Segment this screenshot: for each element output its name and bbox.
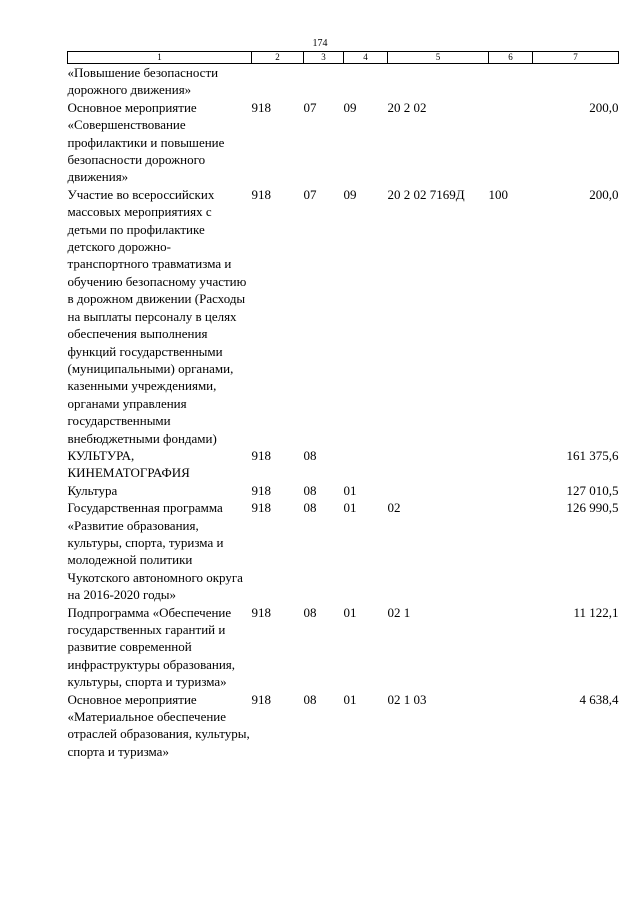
- row-name: Основное мероприятие «Материальное обеспечение отраслей образования, культуры, спорта и туризма»: [67, 691, 250, 759]
- row-target: 02 1: [387, 604, 411, 620]
- row-name: Подпрограмма «Обеспечение государственных гарантий и развитие современной инфраструктуры образования, культуры, спорта и туризма»: [67, 604, 236, 690]
- row-ministry: 918: [251, 691, 271, 707]
- row-ministry: 918: [251, 99, 271, 115]
- header-cell-ministry: 2: [252, 52, 304, 64]
- row-target: 02 1 03: [387, 691, 427, 707]
- row-subsection: [344, 447, 388, 482]
- row-expense-type: [489, 499, 533, 603]
- row-subsection: 01: [343, 500, 357, 516]
- table-row: [68, 186, 619, 447]
- header-cell-section: 3: [304, 52, 344, 64]
- row-expense-type: [489, 447, 533, 482]
- row-subsection: 09: [343, 186, 357, 202]
- row-amount: 161 375,6: [566, 447, 619, 463]
- row-expense-type: [489, 691, 533, 761]
- row-subsection: [344, 64, 388, 99]
- row-subsection: 01: [343, 482, 357, 498]
- row-name: Государственная программа «Развитие образования, культуры, спорта, туризма и молодежной политики Чукотского автономного округа на 2016-2020 годы»: [67, 500, 243, 603]
- row-amount: 200,0: [589, 99, 619, 115]
- header-cell-expense-type: 6: [489, 52, 533, 64]
- row-ministry: [252, 64, 304, 99]
- row-target: 02: [387, 500, 401, 516]
- row-amount: 200,0: [589, 186, 619, 202]
- row-target: [388, 64, 489, 99]
- row-name: Основное мероприятие «Совершенствование профилактики и повышение безопасности дорожного движения»: [67, 99, 225, 185]
- table-row: [68, 482, 619, 499]
- row-amount: 4 638,4: [579, 691, 619, 707]
- row-amount: [533, 64, 619, 99]
- table-row: [68, 99, 619, 186]
- table-row: [68, 64, 619, 99]
- row-section: [304, 64, 344, 99]
- row-section: 08: [303, 447, 317, 463]
- budget-table: [67, 51, 619, 760]
- row-section: 08: [303, 500, 317, 516]
- row-expense-type: [489, 604, 533, 691]
- row-ministry: 918: [251, 500, 271, 516]
- header-cell-name: 1: [68, 52, 252, 64]
- row-section: 08: [303, 482, 317, 498]
- row-subsection: 01: [343, 604, 357, 620]
- table-row: [68, 691, 619, 761]
- row-ministry: 918: [251, 482, 271, 498]
- row-section: 08: [303, 691, 317, 707]
- row-target: 20 2 02 7169Д: [387, 186, 465, 202]
- table-row: [68, 447, 619, 482]
- row-expense-type: [489, 99, 533, 186]
- row-subsection: 01: [343, 691, 357, 707]
- row-subsection: 09: [343, 99, 357, 115]
- row-name: Участие во всероссийских массовых мероприятиях с детьми по профилактике детского дорожно-транспортного травматизма и обучению безопасному участию в дорожном движении (Расходы на выплаты персоналу в целях обеспечения выполнения функций государственными (муниципальными) органами, казенными учреждениями, органами управления государственными внебюджетными фондами): [67, 186, 247, 446]
- row-section: 07: [303, 99, 317, 115]
- row-name: КУЛЬТУРА, КИНЕМАТОГРАФИЯ: [67, 447, 190, 481]
- header-cell-subsection: 4: [344, 52, 388, 64]
- row-expense-type: [489, 64, 533, 99]
- header-row: [68, 52, 619, 64]
- row-amount: 126 990,5: [566, 500, 619, 516]
- table-row: [68, 604, 619, 691]
- row-target: 20 2 02: [387, 99, 427, 115]
- page-number: 174: [312, 38, 328, 49]
- table-row: [68, 499, 619, 603]
- row-section: 08: [303, 604, 317, 620]
- row-name: «Повышение безопасности дорожного движения»: [67, 65, 219, 98]
- row-name: Культура: [67, 482, 118, 498]
- header-cell-target: 5: [388, 52, 489, 64]
- row-expense-type: [489, 482, 533, 499]
- header-cell-amount: 7: [533, 52, 619, 64]
- row-target: [388, 482, 489, 499]
- row-ministry: 918: [251, 447, 271, 463]
- row-ministry: 918: [251, 604, 271, 620]
- row-target: [388, 447, 489, 482]
- row-amount: 127 010,5: [566, 482, 619, 498]
- row-expense-type: 100: [488, 186, 508, 202]
- row-amount: 11 122,1: [573, 604, 619, 620]
- row-ministry: 918: [251, 186, 271, 202]
- row-section: 07: [303, 186, 317, 202]
